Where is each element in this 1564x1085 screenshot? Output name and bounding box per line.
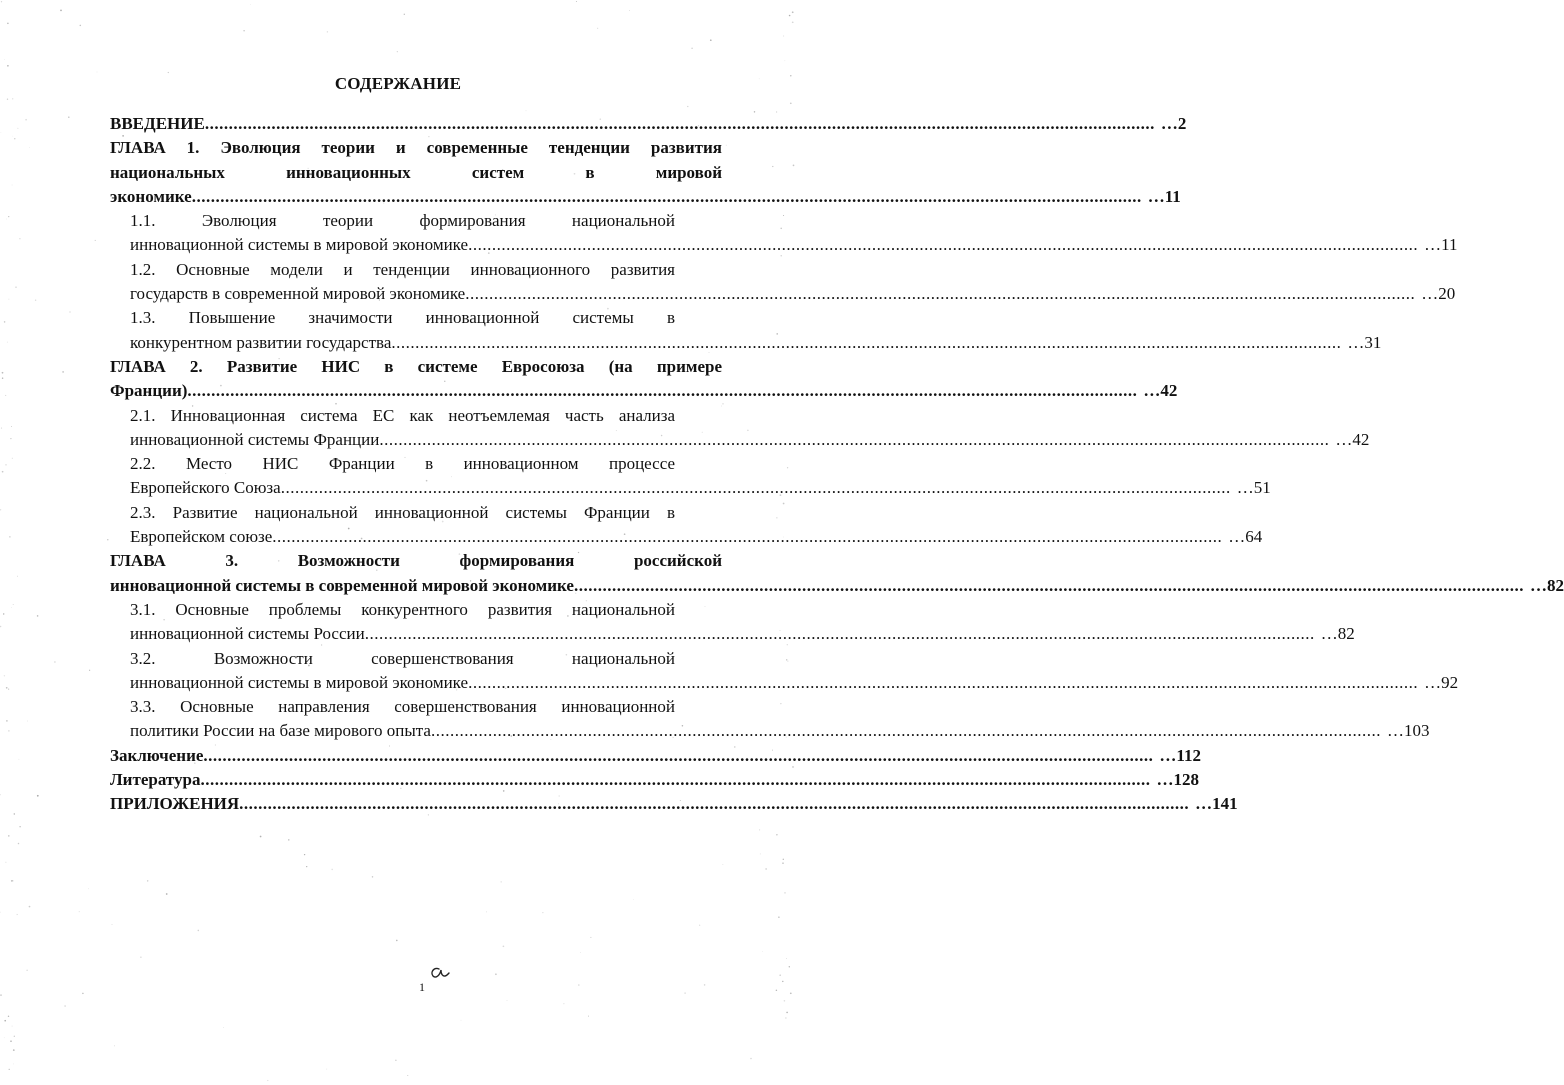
toc-page-number: …64 [1228,527,1263,547]
toc-page-number: …11 [1147,186,1181,206]
toc-entry-chapter-1[interactable]: ГЛАВА 1. Эволюция теории и современные тенденции развития национальных инновационных систем в мировой экономике ........................................................................................................................................................................................................ …11 [110,136,722,209]
toc-entry-section-1-3[interactable]: 1.3. Повышение значимости инновационной системы в конкурентном развитии государства ........................................................................................................................................................................................................ …31 [130,306,675,355]
toc-page-number: …82 [1320,624,1355,644]
toc-page-number: …51 [1236,478,1271,498]
toc-entry-appendices[interactable]: ПРИЛОЖЕНИЯ ........................................................................................................................................................................................................ …141 [110,792,722,816]
toc-entry-section-3-2[interactable]: 3.2. Возможности совершенствования национальной инновационной системы в мировой экономике ........................................................................................................................................................................................................ …92 [130,647,675,696]
toc-entry-chapter-3[interactable]: ГЛАВА 3. Возможности формирования российской инновационной системы в современной мировой экономике ........................................................................................................................................................................................................ …82 [110,549,722,598]
toc-page-number: …92 [1424,672,1459,692]
toc-page-number: …112 [1159,745,1201,765]
toc-page-number: …103 [1386,721,1430,741]
toc-entry-section-2-2[interactable]: 2.2. Место НИС Франции в инновационном процессе Европейского Союза ........................................................................................................................................................................................................ …51 [130,452,675,501]
toc-page-number: …11 [1424,235,1458,255]
toc-page-number: …42 [1335,429,1370,449]
toc-entry-section-1-2[interactable]: 1.2. Основные модели и тенденции инновационного развития государств в современной мировой экономике ........................................................................................................................................................................................................ …20 [130,258,675,307]
toc-entry-introduction[interactable]: ВВЕДЕНИЕ ........................................................................................................................................................................................................ …2 [110,112,722,136]
toc-entry-section-2-3[interactable]: 2.3. Развитие национальной инновационной системы Франции в Европейском союзе ........................................................................................................................................................................................................ …64 [130,501,675,550]
toc-entry-conclusion[interactable]: Заключение ........................................................................................................................................................................................................ …112 [110,744,722,768]
toc-page-number: …128 [1156,770,1199,790]
page-title: СОДЕРЖАНИЕ [334,74,462,93]
toc-page-number: …2 [1160,114,1187,133]
toc-page-number: …31 [1347,332,1382,352]
handwritten-mark [427,964,453,982]
toc-page-number: …20 [1421,284,1456,304]
toc-entry-chapter-2[interactable]: ГЛАВА 2. Развитие НИС в системе Евросоюза (на примере Франции) ........................................................................................................................................................................................................ …42 [110,355,722,404]
table-of-contents [110,112,1564,817]
toc-entry-section-2-1[interactable]: 2.1. Инновационная система ЕС как неотъемлемая часть анализа инновационной системы Франции ........................................................................................................................................................................................................ …42 [130,404,675,453]
toc-entry-section-1-1[interactable]: 1.1. Эволюция теории формирования национальной инновационной системы в мировой экономике ........................................................................................................................................................................................................ …11 [130,209,675,258]
toc-entry-section-3-1[interactable]: 3.1. Основные проблемы конкурентного развития национальной инновационной системы России ........................................................................................................................................................................................................ …82 [130,598,675,647]
toc-page-number: …141 [1195,794,1238,814]
page-number: 1 [419,980,425,994]
toc-entry-literature[interactable]: Литература ........................................................................................................................................................................................................ …128 [110,768,722,792]
toc-page-number: …42 [1143,381,1178,401]
toc-entry-section-3-3[interactable]: 3.3. Основные направления совершенствования инновационной политики России на базе мирового опыта ........................................................................................................................................................................................................ …103 [130,695,675,744]
toc-page-number: …82 [1529,575,1564,595]
